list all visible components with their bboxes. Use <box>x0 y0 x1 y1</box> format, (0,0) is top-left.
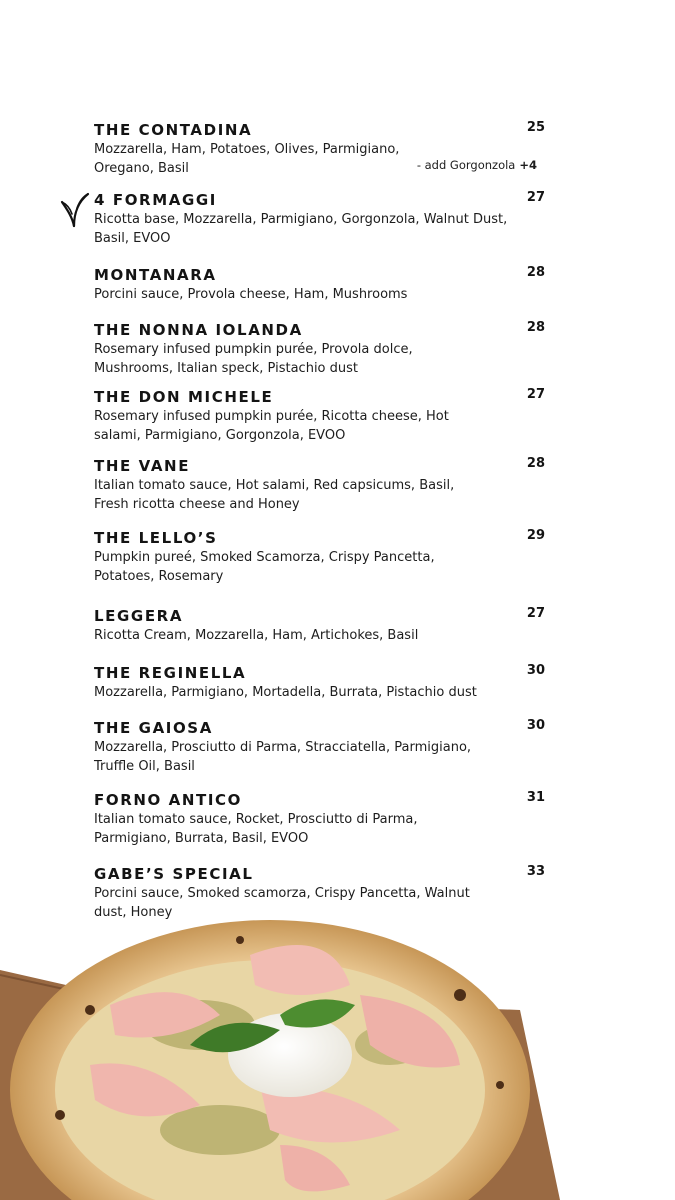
item-name: THE REGINELLA <box>94 664 247 682</box>
item-price: 28 <box>526 320 545 335</box>
item-name: THE VANE <box>94 457 191 475</box>
item-price: 33 <box>526 864 545 879</box>
menu-item-leggera <box>94 606 549 645</box>
menu-item-nonna-iolanda <box>94 320 549 378</box>
item-name: FORNO ANTICO <box>94 791 243 809</box>
addon-price: +4 <box>519 158 537 172</box>
menu-item-vane <box>94 456 549 514</box>
item-price: 25 <box>526 120 545 135</box>
item-description: Mozzarella, Parmigiano, Mortadella, Burrata, Pistachio dust <box>94 685 477 700</box>
item-name: THE GAIOSA <box>94 719 213 737</box>
menu-item-forno-antico <box>94 790 549 848</box>
item-description: Porcini sauce, Provola cheese, Ham, Mushrooms <box>94 287 408 302</box>
menu-item-gabes-special <box>94 864 549 922</box>
menu-item-gaiosa <box>94 718 549 776</box>
menu-item-reginella <box>94 663 549 702</box>
item-description: Porcini sauce, Smoked scamorza, Crispy Pancetta, Walnut dust, Honey <box>94 886 470 920</box>
item-price: 29 <box>526 528 545 543</box>
item-price: 28 <box>526 265 545 280</box>
item-price: 27 <box>526 387 545 402</box>
item-price: 28 <box>526 456 545 471</box>
pizza-image <box>0 915 560 1200</box>
menu-item-lellos <box>94 528 549 586</box>
item-description: Rosemary infused pumpkin purée, Provola dolce, Mushrooms, Italian speck, Pistachio dust <box>94 342 413 376</box>
item-description: Italian tomato sauce, Hot salami, Red capsicums, Basil, Fresh ricotta cheese and Honey <box>94 478 455 512</box>
item-description: Pumpkin pureé, Smoked Scamorza, Crispy Pancetta, Potatoes, Rosemary <box>94 550 435 584</box>
item-price: 30 <box>526 718 545 733</box>
item-description: Ricotta Cream, Mozzarella, Ham, Artichokes, Basil <box>94 628 419 643</box>
menu-item-contadina <box>94 120 549 178</box>
item-name: GABE’S SPECIAL <box>94 865 254 883</box>
item-description: Mozzarella, Ham, Potatoes, Olives, Parmigiano, Oregano, Basil <box>94 142 400 176</box>
item-name: 4 FORMAGGI <box>94 191 217 209</box>
item-name: THE CONTADINA <box>94 121 253 139</box>
menu-item-montanara <box>94 265 549 304</box>
addon-label: - add Gorgonzola <box>416 158 516 172</box>
menu-item-don-michele <box>94 387 549 445</box>
item-name: THE NONNA IOLANDA <box>94 321 303 339</box>
addon <box>417 158 537 172</box>
menu-item-4-formaggi <box>94 190 549 248</box>
item-description: Ricotta base, Mozzarella, Parmigiano, Gorgonzola, Walnut Dust, Basil, EVOO <box>94 212 508 246</box>
item-name: THE LELLO’S <box>94 529 218 547</box>
item-price: 27 <box>526 190 545 205</box>
item-description: Italian tomato sauce, Rocket, Prosciutto di Parma, Parmigiano, Burrata, Basil, EVOO <box>94 812 418 846</box>
item-name: THE DON MICHELE <box>94 388 274 406</box>
item-description: Mozzarella, Prosciutto di Parma, Stracciatella, Parmigiano, Truffle Oil, Basil <box>94 740 472 774</box>
item-price: 30 <box>526 663 545 678</box>
item-price: 27 <box>526 606 545 621</box>
item-description: Rosemary infused pumpkin purée, Ricotta cheese, Hot salami, Parmigiano, Gorgonzola, EVOO <box>94 409 449 443</box>
item-name: LEGGERA <box>94 607 184 625</box>
item-name: MONTANARA <box>94 266 217 284</box>
leaf-icon <box>60 190 90 230</box>
item-price: 31 <box>526 790 545 805</box>
